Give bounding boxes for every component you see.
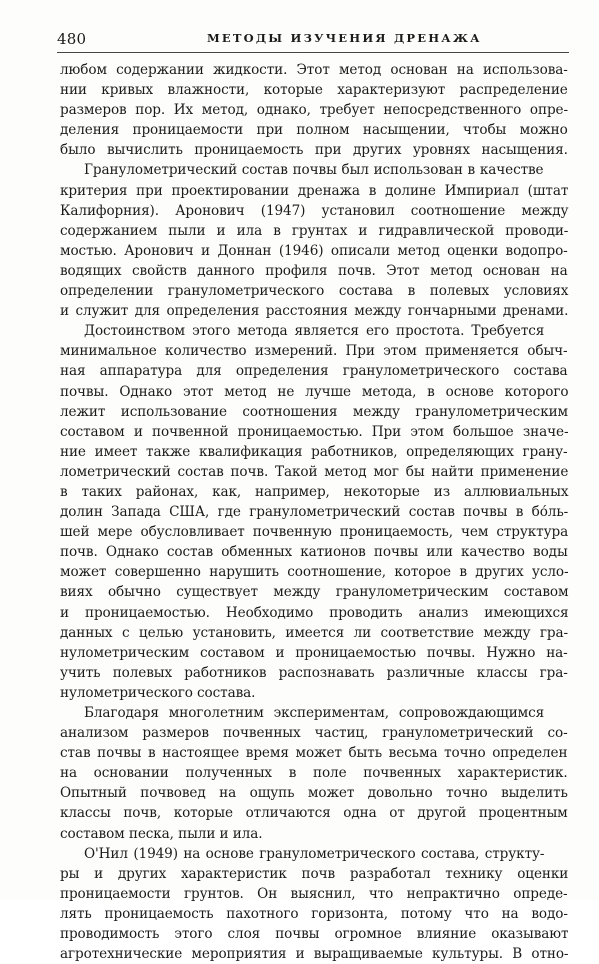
text-line: виях обычно существует между гранулометрическим составом [60,584,569,601]
running-title: МЕТОДЫ ИЗУЧЕНИЯ ДРЕНАЖА [207,31,482,45]
text-line: почвы. Однако этот метод не лучше метода, в основе которого [60,383,569,400]
text-line: любом содержании жидкости. Этот метод основан на использова- [60,62,568,78]
text-line: нии кривых влажности, которые характеризуют распределение [60,82,568,99]
text-line: проводимость этого слоя почвы огромное влияние оказывают [60,926,569,943]
text-line: данных с целью установить, имеется ли соответствие между гра- [60,624,569,641]
text-line: долин Запада США, где гранулометрический состав почвы в бо́ль- [60,504,569,521]
text-line: мостью. Аронович и Доннан (1946) описали метод оценки водопро- [60,242,568,259]
text-line: водящих свойств данного профиля почв. Этот метод основан на [60,262,568,279]
text-line: лометрический состав почв. Такой метод мог бы найти применение [60,463,569,480]
page-header [57,30,567,50]
text-line: ная аппаратура для определения гранулометрического состава [60,363,568,380]
text-line: Калифорния). Аронович (1947) установил соотношение между [60,202,569,219]
text-line: О'Нил (1949) на основе гранулометрического состава, структу- [84,845,545,862]
page-number: 480 [57,30,87,48]
text-line: почв. Однако состав обменных катионов почвы или качество воды [60,544,568,561]
text-line: минимальное количество измерений. При этом применяется обыч- [60,343,568,360]
body-text [60,60,568,964]
text-line: в таких районах, как, например, некоторые из аллювиальных [60,483,569,500]
text-line: учить полевых работников распознавать различные классы гра- [60,664,568,681]
text-line: Благодаря многолетним экспериментам, сопровождающимся [84,705,545,721]
text-line: и служит для определения расстояния между гончарными дренами. [60,303,569,320]
text-line: нулометрическим составом и проницаемостью почвы. Нужно на- [60,644,568,661]
text-line: может совершенно нарушить соотношение, которое в других усло- [60,564,569,581]
text-line: Достоинством этого метода является его простота. Требуется [84,323,545,340]
text-line: деления проницаемости при полном насыщении, чтобы можно [60,122,568,139]
text-line: проницаемости грунтов. Он выяснил, что непрактично опреде- [60,885,568,902]
text-line: классы почв, которые отличаются одна от другой процентным [60,805,568,822]
text-line: определении гранулометрического состава в полевых условиях [60,283,569,300]
text-line: содержанием пыли и ила в грунтах и гидравлической проводи- [60,222,569,239]
text-line: на основании полученных в поле почвенных характеристик. [60,765,568,782]
text-line: размеров пор. Их метод, однако, требует непосредственного опре- [60,102,568,119]
text-line: критерия при проектировании дренажа в долине Импириал (штат [60,182,569,199]
text-line: составом песка, пыли и ила. [60,825,263,842]
text-line: лять проницаемость пахотного горизонта, потому что на водо- [60,905,568,922]
text-line: нулометрического состава. [60,684,256,701]
text-line: Гранулометрический состав почвы был использован в качестве [84,162,544,179]
header-rule [57,52,569,53]
text-line: став почвы в настоящее время может быть весьма точно определен [60,745,568,762]
text-line: агротехнические мероприятия и выращиваемые культуры. В отно- [60,946,569,963]
text-line: и проницаемостью. Необходимо проводить анализ имеющихся [60,604,569,621]
text-line: Опытный почвовед на ощупь может довольно точно выделить [60,785,568,802]
text-line: лежит использование соотношения между гранулометрическим [60,403,569,420]
text-line: шей мере обусловливает почвенную проницаемость, чем структура [60,524,569,541]
text-line: ры и других характеристик почв разработал технику оценки [60,865,569,882]
text-line: было вычислить проницаемость при других уровнях насыщения. [60,142,568,159]
text-line: составом и почвенной проницаемостью. При этом большое значе- [60,423,569,440]
text-line: анализом размеров почвенных частиц, гранулометрический со- [60,725,568,742]
text-line: ние имеет также квалификация работников, определяющих грану- [60,443,568,460]
